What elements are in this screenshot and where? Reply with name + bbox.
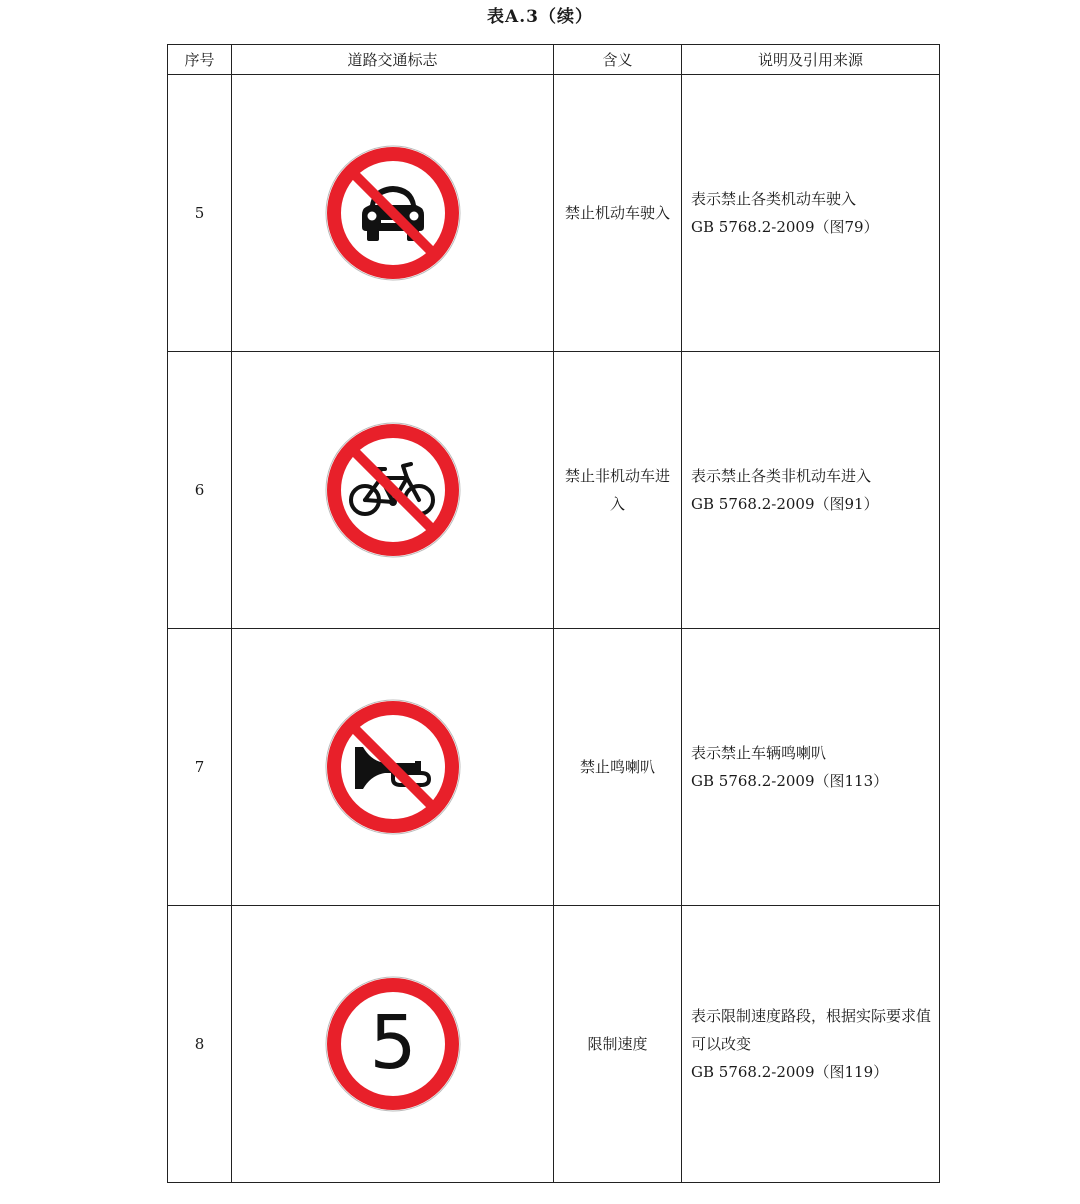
description-text: 表示禁止车辆鸣喇叭 [691, 744, 827, 762]
no-non-motor-vehicles-sign-icon [323, 420, 463, 560]
citation-source: GB 5768.2-2009（图91） [691, 495, 879, 513]
table-row [168, 75, 940, 352]
table-row [168, 352, 940, 629]
table-title: 表A.3（续） [487, 7, 593, 27]
column-header-index: 序号 [168, 45, 232, 75]
description-cell [682, 906, 940, 1183]
sign-cell [232, 906, 554, 1183]
table-row [168, 629, 940, 906]
description-text: 表示限制速度路段，根据实际要求值可以改变 [691, 1007, 932, 1053]
row-index: 6 [168, 352, 232, 629]
sign-cell [232, 629, 554, 906]
row-index: 8 [168, 906, 232, 1183]
meaning-cell: 禁止鸣喇叭 [554, 629, 682, 906]
meaning-cell: 禁止机动车驶入 [554, 75, 682, 352]
column-header-sign: 道路交通标志 [232, 45, 554, 75]
description-cell [682, 75, 940, 352]
column-header-description: 说明及引用来源 [682, 45, 940, 75]
citation-source: GB 5768.2-2009（图79） [691, 218, 879, 236]
citation-source: GB 5768.2-2009（图119） [691, 1063, 889, 1081]
description-text: 表示禁止各类非机动车进入 [691, 467, 872, 485]
no-honking-sign-icon [323, 697, 463, 837]
column-header-meaning: 含义 [554, 45, 682, 75]
row-index: 7 [168, 629, 232, 906]
table-header-row [168, 45, 940, 75]
citation-source: GB 5768.2-2009（图113） [691, 772, 889, 790]
description-cell [682, 629, 940, 906]
meaning-cell: 限制速度 [554, 906, 682, 1183]
sign-cell [232, 352, 554, 629]
speed-limit-value: 5 [368, 1000, 417, 1086]
description-text: 表示禁止各类机动车驶入 [691, 190, 857, 208]
no-motor-vehicles-sign-icon [323, 143, 463, 283]
speed-limit-sign-icon [323, 974, 463, 1114]
row-index: 5 [168, 75, 232, 352]
description-cell [682, 352, 940, 629]
table-row [168, 906, 940, 1183]
meaning-cell: 禁止非机动车进入 [554, 352, 682, 629]
sign-cell [232, 75, 554, 352]
traffic-sign-table [167, 44, 940, 1183]
